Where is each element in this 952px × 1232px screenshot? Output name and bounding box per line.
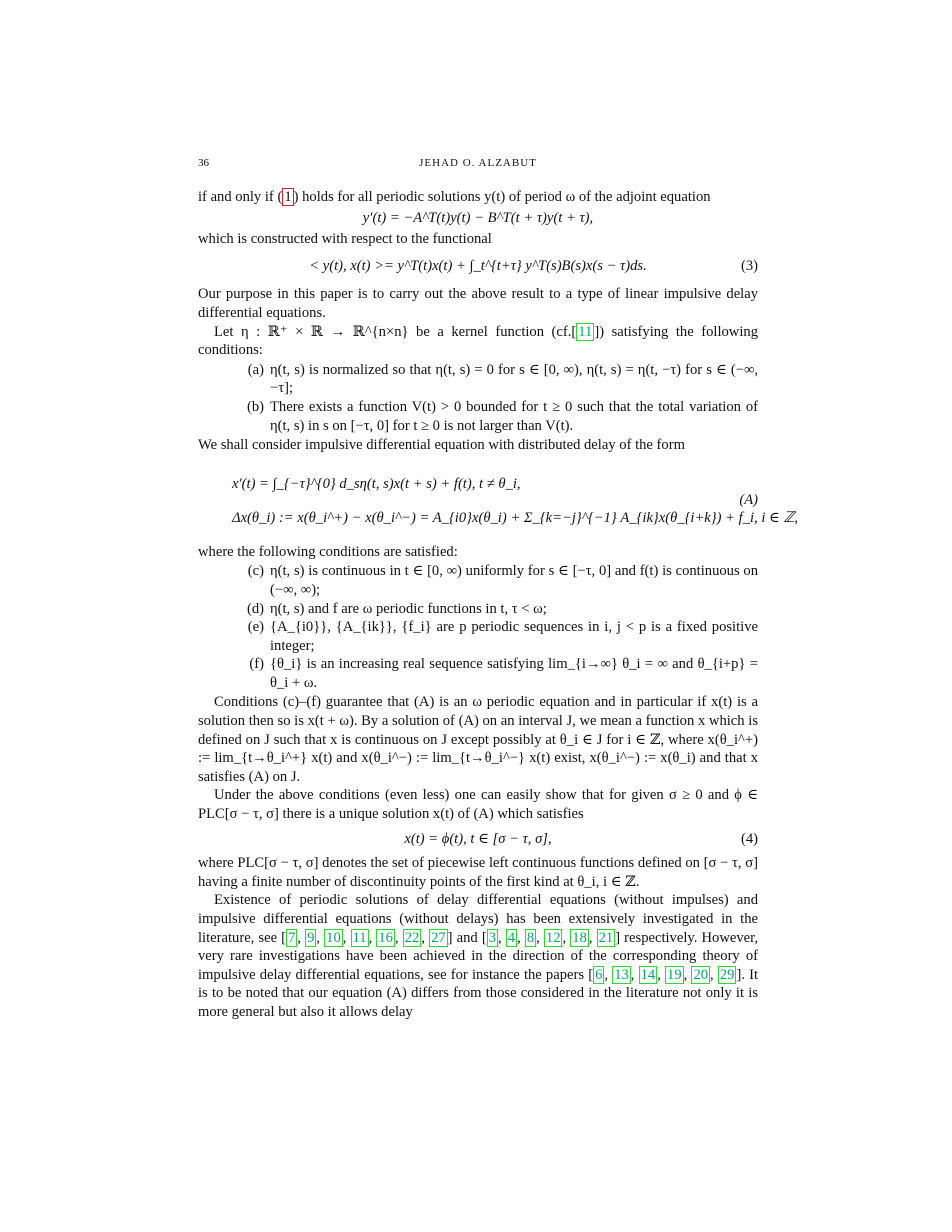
system-A-label [739,491,758,510]
conditions-paragraph: Conditions (c)–(f) guarantee that (A) is an ω periodic equation and in particular if x(t) is a solution then so is x(t + ω). By a solution of (A) on an interval J, we mean a function x which is defined on J such that x is continuous on J except possibly at θ_i ∈ J for i ∈ ℤ, where x(θ_i^+) := lim_{t→θ_i^+} x(t) and x(θ_i^−) := lim_{t→θ_i^−} x(t) exist, x(θ_i^−) := x(θ_i) and that x satisfies (A) on J. [198,694,758,785]
condition-f-label: (f) [249,656,264,673]
ref-link[interactable]: 11 [352,929,367,946]
ref-link[interactable]: 13 [614,966,629,983]
equation-4-number: (4) [740,830,758,847]
condition-e [236,618,758,655]
existence-end: ]. It is to be noted that our equation (A) differs from those considered in the literature not only it is more general but also it allows delay [198,966,759,1020]
under-conditions-paragraph: Under the above conditions (even less) one can easily show that for given σ ≥ 0 and ϕ ∈ PLC[σ − τ, σ] there is a unique solution x(t) of (A) which satisfies [198,787,758,823]
equation-3-number: (3) [740,257,758,274]
intro-pre: if and only if ( [198,189,283,205]
kernel-pre: Let η : ℝ⁺ × ℝ → ℝ^{n×n} be a kernel function (cf.[ [214,323,577,340]
condition-e-label: (e) [247,619,264,636]
where-conditions-line: where the following conditions are satisfied: [198,543,458,560]
condition-c-label: (c) [247,563,264,580]
equation-4-text: x(t) = ϕ(t), t ∈ [σ − τ, σ], [404,830,552,847]
condition-f [236,655,758,692]
equation-3-text: < y(t), x(t) >= y^T(t)x(t) + ∫_t^{t+τ} y^T(s)B(s)x(s − τ)ds. [309,257,647,274]
ref-link[interactable]: 7 [288,929,296,946]
ref-link[interactable]: 3 [488,929,496,946]
page-number: 36 [198,157,209,169]
existence-pre: Existence of periodic solutions of delay differential equations (without impulses) and impulsive differential equations (without delays) has been extensively investigated in the literature, see [ [198,892,758,946]
kernel-post: ]) satisfying the following conditions: [198,323,758,359]
purpose-paragraph: Our purpose in this paper is to carry out the above result to a type of linear impulsive delay differential equations. [198,286,758,321]
ref-link[interactable]: 12 [545,929,561,946]
ref-link[interactable]: 6 [595,966,603,983]
ref-link[interactable]: 21 [598,929,614,946]
ref-link[interactable]: 16 [378,929,393,946]
running-head: JEHAD O. ALZABUT [419,157,537,169]
condition-a-text: η(t, s) is normalized so that η(t, s) = 0 for s ∈ [0, ∞), η(t, s) = η(t, −τ) for s ∈ (−∞, −τ]; [270,361,758,397]
adjoint-equation [198,209,758,228]
ref-group-3: 6 , 13 , 14 , 19 , 20 , 29 [595,966,735,983]
ref-link[interactable]: 14 [640,966,656,983]
ref-group-2: 3 , 4 , 8 , 12 , 18 , 21 [488,929,614,946]
system-A-label-text: (A) [739,491,758,508]
intro-post: ) holds for all periodic solutions y(t) of period ω of the adjoint equation [293,189,711,205]
condition-c [236,562,758,599]
condition-f-text: {θ_i} is an increasing real sequence satisfying lim_{i→∞} θ_i = ∞ and θ_{i+p} = θ_i + ω. [270,656,758,691]
system-A-line-1 [232,475,521,494]
ref-link[interactable]: 9 [307,929,315,946]
ref-link[interactable]: 22 [404,929,420,946]
existence-mid: ] and [ [447,929,487,946]
conditions-a-b [236,361,758,435]
system-A-line-1-text: x′(t) = ∫_{−τ}^{0} d_sη(t, s)x(t + s) + f(t), t ≠ θ_i, [232,475,521,492]
intro-paragraph [198,188,758,207]
condition-a [236,361,758,398]
condition-d [236,600,758,619]
equation-4 [198,830,758,849]
existence-post: ] respectively. However, very rare investigations have been achieved in the direction of the corresponding theory of impulsive delay differential equations, see for instance the papers [ [198,929,759,983]
condition-b [236,398,758,435]
system-A-line-2-text: Δx(θ_i) := x(θ_i^+) − x(θ_i^−) = A_{i0}x(θ_i) + Σ_{k=−j}^{−1} A_{ik}x(θ_{i+k}) + f_i, i ∈ ℤ, [232,509,798,526]
ref-link[interactable]: 19 [667,966,682,983]
condition-b-label: (b) [246,398,264,415]
consider-line: We shall consider impulsive differential equation with distributed delay of the form [198,437,685,454]
constructed-line: which is constructed with respect to the functional [198,231,492,248]
kernel-paragraph [198,323,758,360]
ref-link[interactable]: 8 [526,929,535,946]
ref-link-1[interactable]: 1 [284,189,292,205]
ref-link[interactable]: 18 [572,929,587,946]
equation-3 [198,257,758,276]
ref-link[interactable]: 20 [693,966,709,983]
plc-paragraph: where PLC[σ − τ, σ] denotes the set of piecewise left continuous functions defined on [σ − τ, σ] having a finite number of discontinuity points of the first kind at θ_i, i ∈ ℤ. [198,855,758,890]
condition-d-label: (d) [246,600,264,617]
ref-link[interactable]: 4 [507,929,516,946]
existence-paragraph [198,891,758,1021]
condition-c-text: η(t, s) is continuous in t ∈ [0, ∞) uniformly for s ∈ [−τ, 0] and f(t) is continuous on (−∞, ∞); [270,563,758,598]
conditions-c-f [236,562,758,692]
ref-link[interactable]: 27 [431,929,446,946]
system-A [198,461,798,537]
system-A-line-2 [232,509,798,528]
adjoint-equation-text: y′(t) = −A^T(t)y(t) − B^T(t + τ)y(t + τ), [362,209,594,226]
condition-b-text: There exists a function V(t) > 0 bounded for t ≥ 0 such that the total variation of η(t, s) in s on [−τ, 0] for t ≥ 0 is not larger than V(t). [270,398,758,434]
ref-link[interactable]: 29 [719,966,735,983]
condition-a-label: (a) [247,361,264,378]
condition-e-text: {A_{i0}}, {A_{ik}}, {f_i} are p periodic sequences in i, j < p is a fixed positive integer; [270,619,758,654]
paper-page [198,150,798,1022]
condition-d-text: η(t, s) and f are ω periodic functions in t, τ < ω; [270,600,547,617]
ref-link-11[interactable]: 11 [578,323,593,340]
page-header [198,150,758,170]
ref-link[interactable]: 10 [326,929,341,946]
ref-group-1: 7 , 9 , 10 , 11 , 16 , 22 , 27 [288,929,446,946]
